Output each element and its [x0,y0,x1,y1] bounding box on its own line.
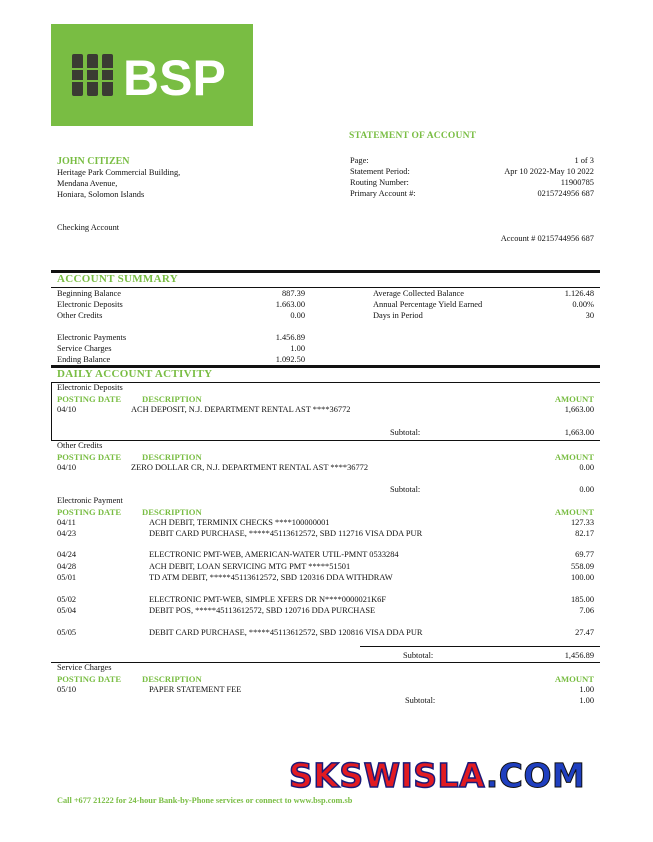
row-description: TD ATM DEBIT, *****45113612572, SBD 120316 DDA WITHDRAW [149,573,393,582]
summary-label: Electronic Deposits [57,300,123,309]
row-amount: 69.77 [575,550,594,559]
subtotal-label: Subtotal: [405,696,436,705]
row-description: DEBIT CARD PURCHASE, *****45113612572, SBD 112716 VISA DDA PUR [149,529,423,538]
summary-value: 0.00 [290,311,305,320]
summary-label: Annual Percentage Yield Earned [373,300,483,309]
subtotal-label: Subtotal: [390,485,421,494]
customer-name: JOHN CITIZEN [57,156,130,167]
row-date: 05/04 [57,606,77,615]
subtotal-value: 1,456.89 [564,651,594,660]
header-posting-date: POSTING DATE [57,507,122,517]
subtotal-rule [360,646,600,647]
address-line-1: Heritage Park Commercial Building, [57,168,181,177]
section-left-border [51,382,52,440]
row-amount: 7.06 [579,606,594,615]
address-line-2: Mendana Avenue, [57,179,118,188]
header-description: DESCRIPTION [142,507,202,517]
row-amount: 558.09 [570,562,594,571]
subtotal-label: Subtotal: [403,651,434,660]
info-label-account: Primary Account #: [350,189,416,198]
row-description: ACH DEBIT, TERMINIX CHECKS ****100000001 [149,518,330,527]
header-posting-date: POSTING DATE [57,452,122,462]
account-type: Checking Account [57,223,120,232]
watermark [289,756,585,795]
row-date: 05/10 [57,685,77,694]
row-description: DEBIT CARD PURCHASE, *****45113612572, SBD 120816 VISA DDA PUR [149,628,423,637]
footer-contact: Call +677 21222 for 24-hour Bank-by-Phone services or connect to www.bsp.com.sb [57,796,353,805]
header-amount: AMOUNT [554,674,594,684]
header-description: DESCRIPTION [142,452,202,462]
header-description: DESCRIPTION [142,394,202,404]
summary-value: 1.126.48 [564,289,594,298]
address-line-3: Honiara, Solomon Islands [57,190,145,199]
summary-value: 30 [585,311,594,320]
summary-title: ACCOUNT SUMMARY [57,273,178,285]
row-date: 04/10 [57,463,77,472]
summary-label: Other Credits [57,311,103,320]
row-date: 04/11 [57,518,76,527]
summary-title-rule [51,287,600,288]
bsp-logo-mark [51,24,253,126]
section-name: Electronic Deposits [57,383,123,392]
subtotal-value: 1.00 [579,696,594,705]
statement-title: STATEMENT OF ACCOUNT [349,131,477,141]
header-amount: AMOUNT [554,394,594,404]
subtotal-value: 1,663.00 [564,428,594,437]
section-rule [51,662,600,663]
activity-title-rule [51,382,600,383]
row-date: 05/01 [57,573,77,582]
section-name: Electronic Payment [57,496,123,505]
summary-label: Days in Period [373,311,423,320]
info-label-routing: Routing Number: [350,178,409,187]
summary-value: 1.456.89 [275,333,305,342]
row-amount: 100.00 [570,573,594,582]
summary-value: 1.663.00 [275,300,305,309]
row-date: 04/28 [57,562,77,571]
section-rule [51,440,600,441]
row-description: ELECTRONIC PMT-WEB, SIMPLE XFERS DR N****0000021K6F [149,595,387,604]
row-description: PAPER STATEMENT FEE [149,685,242,694]
row-amount: 127.33 [570,518,594,527]
header-posting-date: POSTING DATE [57,674,122,684]
bsp-logo [51,24,253,126]
summary-label: Electronic Payments [57,333,127,342]
header-description: DESCRIPTION [142,674,202,684]
row-amount: 1.00 [579,685,594,694]
watermark-part2: .COM [485,756,586,795]
subtotal-label: Subtotal: [390,428,421,437]
row-date: 04/24 [57,550,77,559]
row-date: 05/02 [57,595,77,604]
row-description: ZERO DOLLAR CR, N.J. DEPARTMENT RENTAL AST ****36772 [131,463,369,472]
section-name: Other Credits [57,441,103,450]
header-posting-date: POSTING DATE [57,394,122,404]
info-label-period: Statement Period: [350,167,410,176]
summary-value: 887.39 [281,289,305,298]
info-label-page: Page: [350,156,369,165]
row-amount: 27.47 [575,628,594,637]
subtotal-value: 0.00 [579,485,594,494]
info-value-account: 0215724956 687 [537,189,594,198]
info-value-period: Apr 10 2022-May 10 2022 [504,167,594,176]
row-date: 04/10 [57,405,77,414]
row-date: 04/23 [57,529,77,538]
bsp-logo-text: BSP [123,50,226,106]
row-amount: 1,663.00 [564,405,594,414]
row-amount: 185.00 [570,595,594,604]
summary-value: 1.092.50 [275,355,305,364]
header-amount: AMOUNT [554,452,594,462]
row-description: ACH DEBIT, LOAN SERVICING MTG PMT *****51501 [149,562,351,571]
activity-title: DAILY ACCOUNT ACTIVITY [57,368,213,380]
info-value-routing: 11900785 [560,178,594,187]
summary-label: Beginning Balance [57,289,121,298]
watermark-part1: SKSWISLA [289,756,486,795]
summary-label: Service Charges [57,344,112,353]
info-value-page: 1 of 3 [574,156,594,165]
row-date: 05/05 [57,628,77,637]
summary-value: 0.00% [572,300,594,309]
row-amount: 0.00 [579,463,594,472]
row-description: DEBIT POS, *****45113612572, SBD 120716 DDA PURCHASE [149,606,376,615]
header-amount: AMOUNT [554,507,594,517]
row-amount: 82.17 [575,529,594,538]
account-number-line: Account # 0215744956 687 [500,234,594,243]
row-description: ACH DEPOSIT, N.J. DEPARTMENT RENTAL AST ****36772 [131,405,351,414]
section-name: Service Charges [57,663,112,672]
row-description: ELECTRONIC PMT-WEB, AMERICAN-WATER UTIL-PMNT 0533284 [149,550,399,559]
summary-value: 1.00 [290,344,305,353]
summary-label: Average Collected Balance [373,289,464,298]
summary-label: Ending Balance [57,355,111,364]
